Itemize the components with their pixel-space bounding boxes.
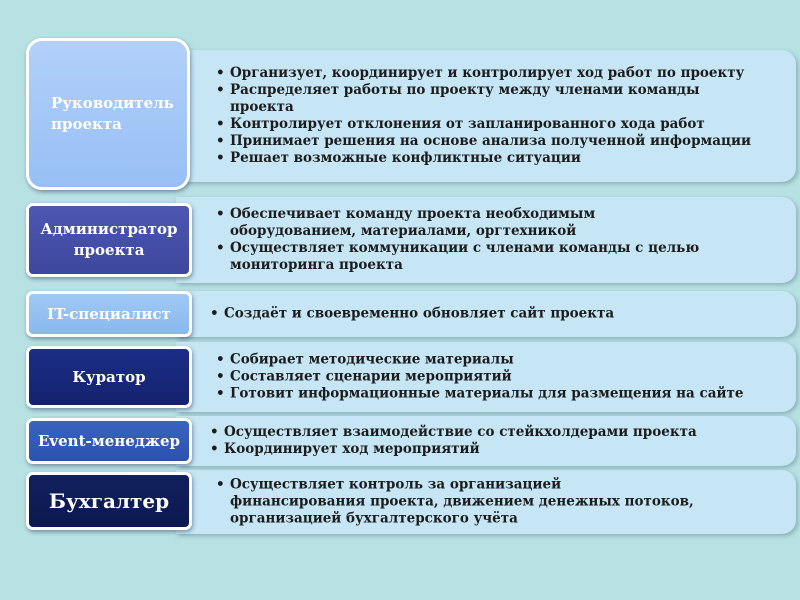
role-label: Бухгалтер <box>26 472 192 530</box>
role-row-project-administrator <box>26 203 796 277</box>
role-label: IT-специалист <box>26 291 192 337</box>
responsibility-item: • Осуществляет взаимодействие со стейкхолдерами проекта <box>212 424 786 441</box>
responsibility-list <box>212 306 786 323</box>
responsibility-item: • Организует, координирует и контролирует ход работ по проекту <box>218 65 786 82</box>
responsibility-list <box>218 206 786 274</box>
responsibility-item: • Осуществляет коммуникации с членами команды с целью мониторинга проекта <box>218 240 786 274</box>
role-description-box <box>176 50 796 182</box>
role-description-box <box>176 291 796 337</box>
responsibility-item: • Распределяет работы по проекту между членами команды проекта <box>218 82 786 116</box>
role-row-it-specialist <box>26 291 796 337</box>
responsibility-item: • Контролирует отклонения от запланированного хода работ <box>218 116 786 133</box>
role-description-box <box>176 470 796 534</box>
responsibility-item: • Обеспечивает команду проекта необходимым оборудованием, материалами, оргтехникой <box>218 206 786 240</box>
role-label: Event-менеджер <box>26 418 192 464</box>
responsibility-list <box>218 477 786 528</box>
responsibility-item: • Решает возможные конфликтные ситуации <box>218 150 786 167</box>
role-description-box <box>176 197 796 283</box>
responsibility-item: • Осуществляет контроль за организацией финансирования проекта, движением денежных потоков, организацией бухгалтерского учёта <box>218 477 786 528</box>
responsibility-list <box>218 352 786 403</box>
responsibility-item: • Собирает методические материалы <box>218 352 786 369</box>
role-description-box <box>176 416 796 466</box>
role-row-curator <box>26 346 796 408</box>
role-description-box <box>176 342 796 412</box>
responsibility-item: • Координирует ход мероприятий <box>212 441 786 458</box>
responsibility-item: • Создаёт и своевременно обновляет сайт проекта <box>212 306 786 323</box>
responsibility-item: • Принимает решения на основе анализа полученной информации <box>218 133 786 150</box>
role-label: Руководитель проекта <box>26 38 190 190</box>
role-label: Куратор <box>26 346 192 408</box>
role-label: Администратор проекта <box>26 203 192 277</box>
role-row-accountant <box>26 472 796 530</box>
responsibility-list <box>218 65 786 167</box>
responsibility-item: • Готовит информационные материалы для размещения на сайте <box>218 386 786 403</box>
responsibility-item: • Составляет сценарии мероприятий <box>218 369 786 386</box>
role-row-project-manager <box>26 38 796 190</box>
role-row-event-manager <box>26 418 796 464</box>
responsibility-list <box>212 424 786 458</box>
